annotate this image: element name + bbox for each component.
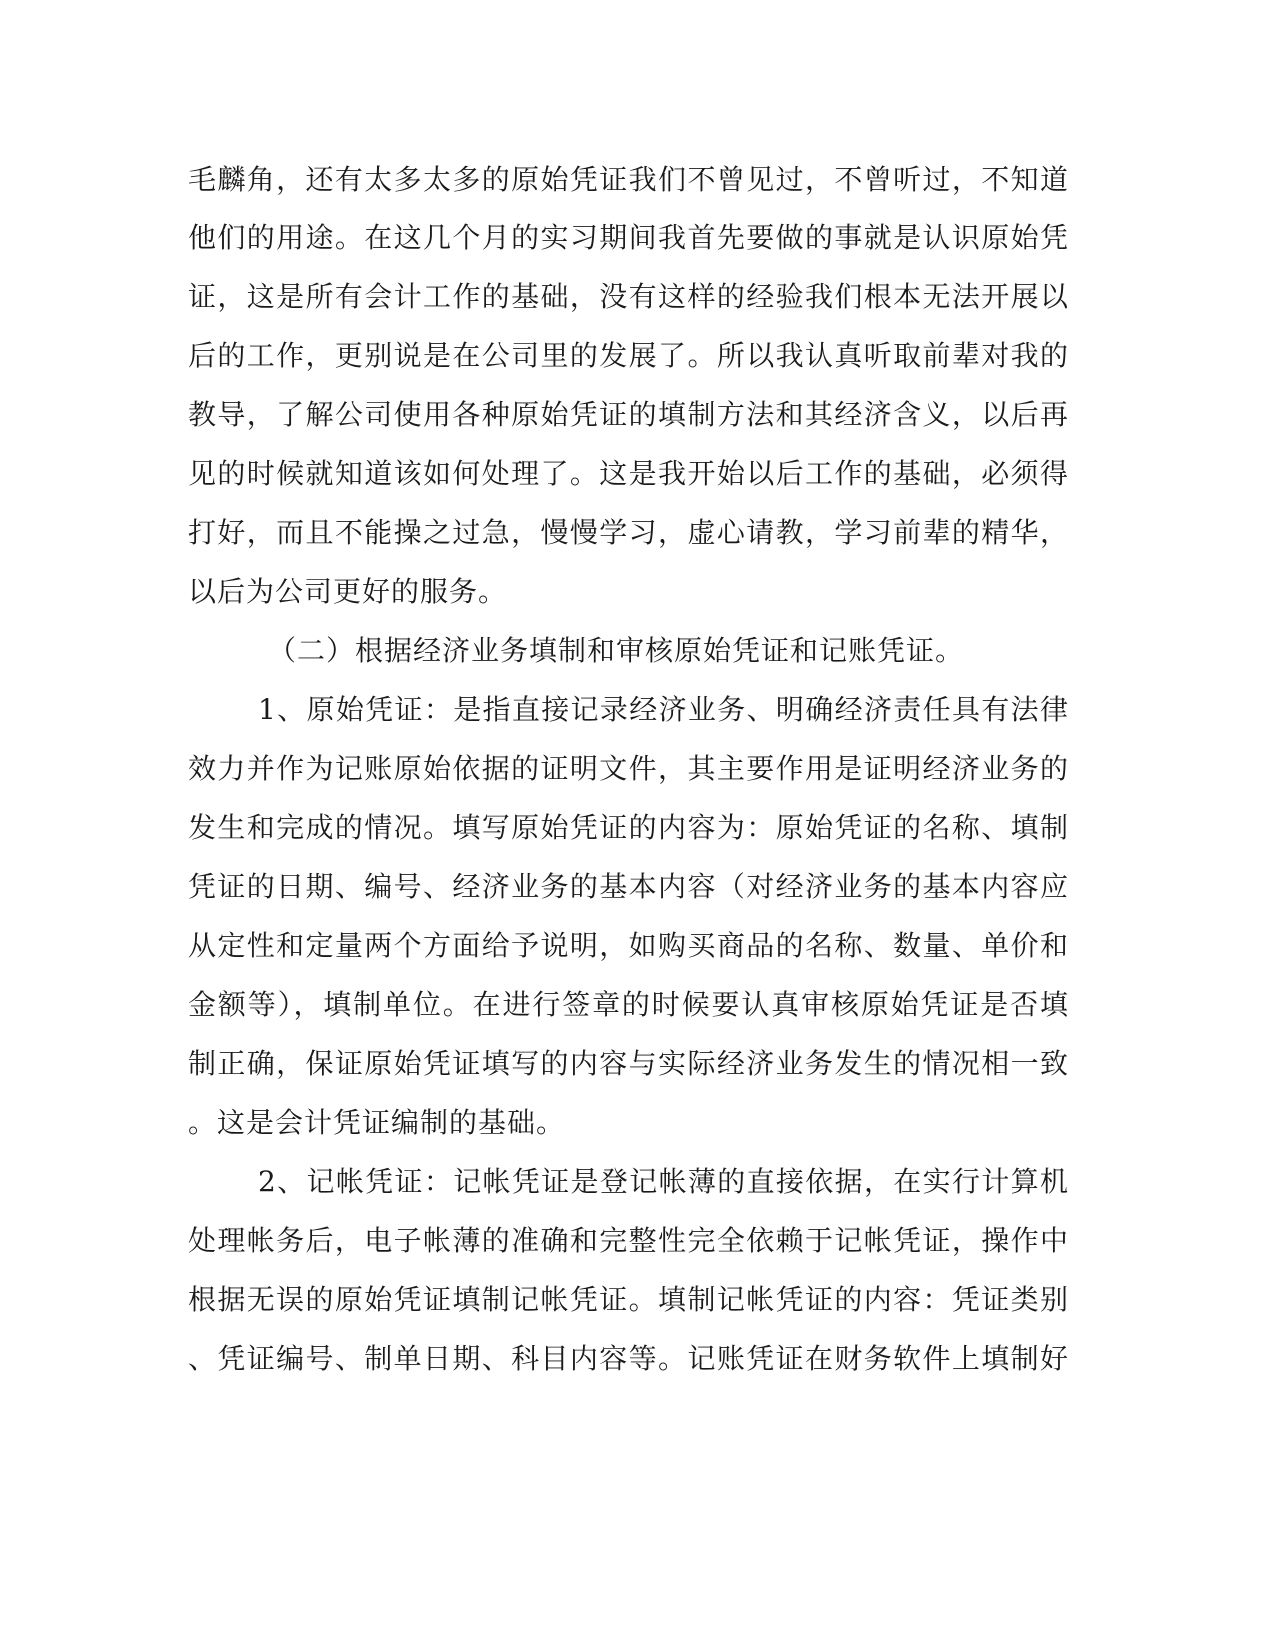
- text-line: 2、记帐凭证：记帐凭证是登记帐薄的直接依据，在实行计算机: [258, 1165, 1068, 1198]
- text-line: 见的时候就知道该如何处理了。这是我开始以后工作的基础，必须得: [188, 457, 1068, 490]
- text-line: 1、原始凭证：是指直接记录经济业务、明确经济责任具有法律: [258, 693, 1068, 726]
- text-line: 根据无误的原始凭证填制记帐凭证。填制记帐凭证的内容：凭证类别: [188, 1283, 1068, 1316]
- text-line: 教导，了解公司使用各种原始凭证的填制方法和其经济含义，以后再: [188, 398, 1068, 431]
- text-line: 证，这是所有会计工作的基础，没有这样的经验我们根本无法开展以: [188, 280, 1068, 313]
- text-line: 毛麟角，还有太多太多的原始凭证我们不曾见过，不曾听过，不知道: [188, 163, 1068, 196]
- text-line: 效力并作为记账原始依据的证明文件，其主要作用是证明经济业务的: [188, 752, 1068, 785]
- section-heading: （二）根据经济业务填制和审核原始凭证和记账凭证。: [268, 634, 965, 667]
- text-line: 从定性和定量两个方面给予说明，如购买商品的名称、数量、单价和: [188, 929, 1068, 962]
- text-line: 凭证的日期、编号、经济业务的基本内容（对经济业务的基本内容应: [188, 870, 1068, 903]
- text-line: 他们的用途。在这几个月的实习期间我首先要做的事就是认识原始凭: [188, 221, 1068, 254]
- text-line: 、凭证编号、制单日期、科目内容等。记账凭证在财务软件上填制好: [188, 1342, 1068, 1375]
- text-line: 制正确，保证原始凭证填写的内容与实际经济业务发生的情况相一致: [188, 1047, 1068, 1080]
- text-line: 处理帐务后，电子帐薄的准确和完整性完全依赖于记帐凭证，操作中: [188, 1224, 1068, 1257]
- text-line: 打好，而且不能操之过急，慢慢学习，虚心请教，学习前辈的精华，: [188, 516, 1068, 549]
- text-line: 。这是会计凭证编制的基础。: [188, 1106, 566, 1139]
- text-line: 后的工作，更别说是在公司里的发展了。所以我认真听取前辈对我的: [188, 339, 1068, 372]
- text-line: 金额等），填制单位。在进行签章的时候要认真审核原始凭证是否填: [188, 988, 1068, 1021]
- text-line: 以后为公司更好的服务。: [188, 575, 508, 608]
- text-line: 发生和完成的情况。填写原始凭证的内容为：原始凭证的名称、填制: [188, 811, 1068, 844]
